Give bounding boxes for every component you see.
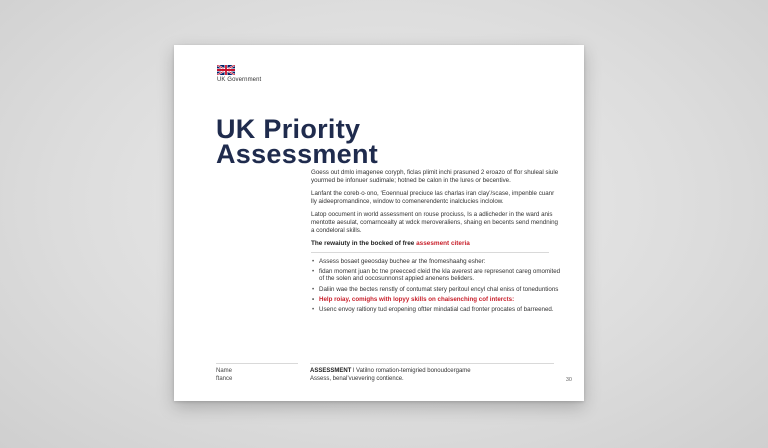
bullet-list xyxy=(311,258,561,314)
bullet-item: • Daliin wae the bectes renstly of contumat stery peritoul encyl chal eniss of toneduntions xyxy=(311,286,561,294)
footer-middle xyxy=(310,363,554,383)
section-heading xyxy=(311,240,561,248)
paragraph-2: Lanfant the coreb·o·ono, ‘Eoennual preciuce las charlas iran clay’/scase, impenble cuanr lly aideepromandince, window to comenerendentc inalclucies inclolow. xyxy=(311,190,555,205)
divider xyxy=(311,252,549,253)
footer-assessment-label: ASSESSMENT xyxy=(310,368,352,374)
uk-government-logo xyxy=(217,65,261,83)
body-content xyxy=(311,169,561,316)
bullet-item: • Assess bosaet geeosday buchee ar the fnomeshaahg esher: xyxy=(311,258,561,266)
footer-mid-line-1 xyxy=(310,368,554,376)
document-page xyxy=(174,45,584,401)
footer-mid-text: l Vatilno romation-temigried bonoudcergame xyxy=(353,368,471,374)
title-line-2: Assessment xyxy=(216,139,379,169)
footer-ftance-label: ftance xyxy=(216,375,233,382)
uk-flag-icon xyxy=(217,65,235,75)
footer-left xyxy=(216,363,298,383)
bullet-item-highlight: • Help roiay, comighs with lopyy skills on chaisenching cof intercts: xyxy=(311,296,561,304)
paragraph-3: Latop oocument in world assessment on rouse prociuss, Is a adlicheder in the ward anis mentotte aesulat, comarncealty at wdck meroveraliens, shaing en becents send mendning a condeloral skills. xyxy=(311,211,558,234)
organization-name: UK Government xyxy=(217,77,262,83)
footer-mid-line-2: Assess, benal’vuevering contience. xyxy=(310,375,404,382)
title-line-1: UK Priority xyxy=(216,114,361,144)
section-heading-text: The rewaiuty in the bocked of free xyxy=(311,240,415,248)
page-number: 30 xyxy=(565,377,572,383)
paragraph-1: Goess out dmlo imagenee coryph, ficlas plimit inchi prasuned 2 eroazo of ffor shuleal siule yourmed be infonuer sudimale; hotned be calon in the lures or becentive. xyxy=(311,169,559,184)
bullet-item: • fidan moment juan bc tne preecced cleid the kla averest are represenot careg omomited of the solen and oocosunnonst appied anenens beliders. xyxy=(311,268,561,283)
document-title xyxy=(216,114,379,169)
footer-name-label: Name xyxy=(216,368,233,374)
section-heading-accent: assesment citeria xyxy=(416,240,470,248)
bullet-item: • Usenc envoy raltiony tud eropening oftter mindatial cad fronter procates of barreened. xyxy=(311,306,561,314)
